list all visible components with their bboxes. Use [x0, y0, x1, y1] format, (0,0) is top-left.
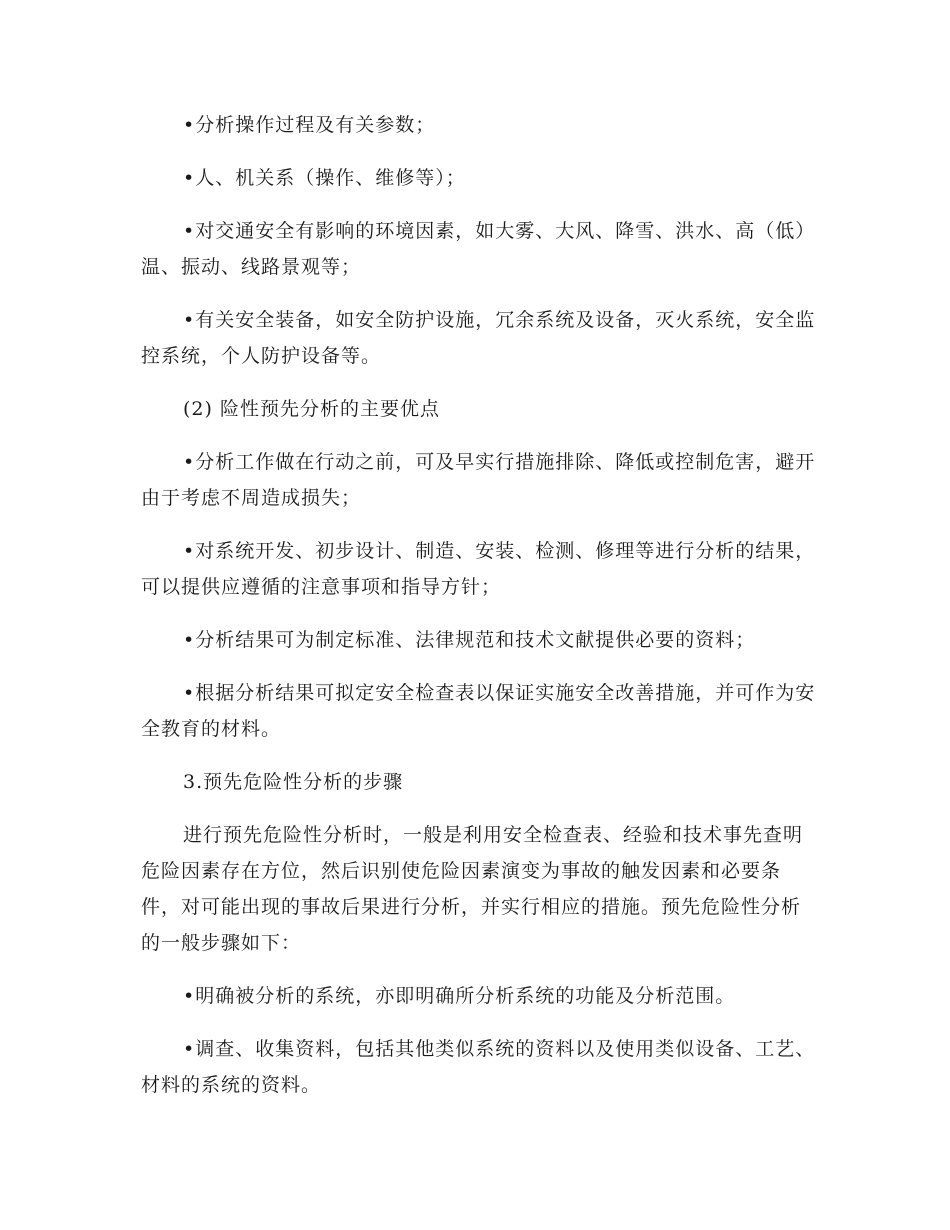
bullet-define-system: •明确被分析的系统，亦即明确所分析系统的功能及分析范围。 — [183, 985, 736, 1007]
bullet-environment-factors: •对交通安全有影响的环境因素，如大雾、大风、降雪、洪水、高（低）温、振动、线路景观等； — [141, 220, 816, 278]
document-body — [141, 107, 816, 1120]
paragraph-steps-intro: 进行预先危险性分析时，一般是利用安全检查表、经验和技术事先查明危险因素存在方位，然后识别使危险因素演变为事故的触发因素和必要条件，对可能出现的事故后果进行分析，并实行相应的措施。预先危险性分析的一般步骤如下： — [141, 824, 804, 954]
bullet-analysis-process: •分析操作过程及有关参数； — [183, 114, 436, 136]
bullet-collect-data: •调查、收集资料，包括其他类似系统的资料以及使用类似设备、工艺、材料的系统的资料。 — [141, 1038, 816, 1096]
section-heading-advantages: (2) 险性预先分析的主要优点 — [183, 398, 440, 420]
bullet-analysis-before-action: •分析工作做在行动之前，可及早实行措施排除、降低或控制危害，避开由于考虑不周造成损失； — [141, 451, 816, 509]
bullet-human-machine: •人、机关系（操作、维修等）； — [183, 167, 466, 189]
bullet-safety-equipment: •有关安全装备，如安全防护设施，冗余系统及设备，灭火系统，安全监控系统，个人防护设备等。 — [141, 309, 816, 367]
bullet-checklist: •根据分析结果可拟定安全检查表以保证实施安全改善措施，并可作为安全教育的材料。 — [141, 682, 816, 740]
section-heading-steps: 3.预先危险性分析的步骤 — [183, 771, 404, 793]
bullet-system-development: •对系统开发、初步设计、制造、安装、检测、修理等进行分析的结果，可以提供应遵循的注意事项和指导方针； — [141, 540, 816, 598]
bullet-standards: •分析结果可为制定标准、法律规范和技术文献提供必要的资料； — [183, 629, 756, 651]
